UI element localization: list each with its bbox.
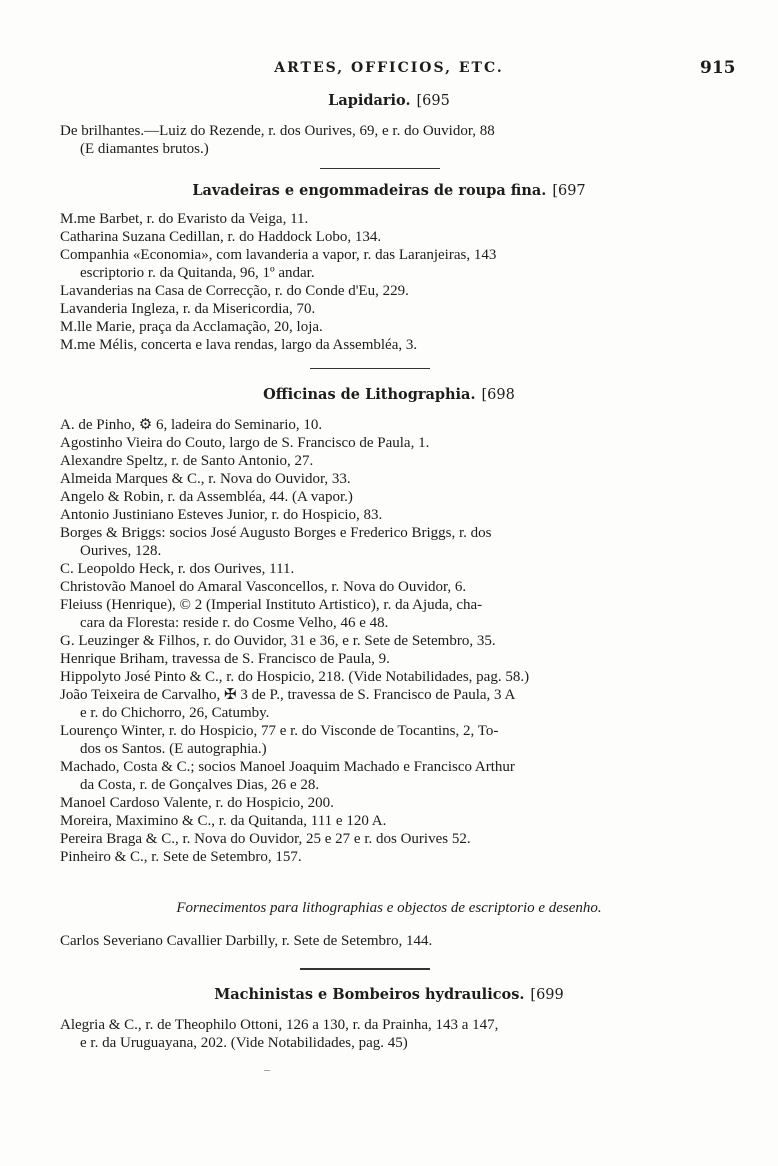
entry-line: Angelo & Robin, r. da Assembléa, 44. (A vapor.) <box>60 489 353 505</box>
entry-line: C. Leopoldo Heck, r. dos Ourives, 111. <box>60 561 295 577</box>
section-title-machinistas <box>0 986 778 1003</box>
entry-line: A. de Pinho, ⚙ 6, ladeira do Seminario, 10. <box>60 417 323 433</box>
entry-line: dos os Santos. (E autographia.) <box>80 741 267 757</box>
entry-line: Henrique Briham, travessa de S. Francisco de Paula, 9. <box>60 651 390 667</box>
entry-line: Fleiuss (Henrique), © 2 (Imperial Instituto Artistico), r. da Ajuda, cha- <box>60 597 483 613</box>
entry-line: (E diamantes brutos.) <box>80 141 209 157</box>
entry-line: Alegria & C., r. de Theophilo Ottoni, 126 a 130, r. da Prainha, 143 a 147, <box>60 1017 499 1033</box>
entry-line: Companhia «Economia», com lavanderia a vapor, r. das Laranjeiras, 143 <box>60 247 497 263</box>
entry-line: Christovão Manoel do Amaral Vasconcellos, r. Nova do Ouvidor, 6. <box>60 579 467 595</box>
section-divider <box>310 368 430 369</box>
section-ref: [695 <box>416 93 450 109</box>
entry-line: Alexandre Speltz, r. de Santo Antonio, 27. <box>60 453 314 469</box>
section-title-text: Lapidario. <box>328 92 411 109</box>
entry-line: Manoel Cardoso Valente, r. do Hospicio, 200. <box>60 795 334 811</box>
entry-line: Pinheiro & C., r. Sete de Setembro, 157. <box>60 849 302 865</box>
entry-line: da Costa, r. de Gonçalves Dias, 26 e 28. <box>80 777 320 793</box>
entry-line: Machado, Costa & C.; socios Manoel Joaquim Machado e Francisco Arthur <box>60 759 515 775</box>
entry-line: Lourenço Winter, r. do Hospicio, 77 e r. do Visconde de Tocantins, 2, To- <box>60 723 499 739</box>
entry-line: M.lle Marie, praça da Acclamação, 20, loja. <box>60 319 323 335</box>
running-head: ARTES, OFFICIOS, ETC. <box>274 60 504 76</box>
entry-line: De brilhantes.—Luiz do Rezende, r. dos Ourives, 69, e r. do Ouvidor, 88 <box>60 123 495 139</box>
section-ref: [699 <box>530 987 564 1003</box>
entry-line: Lavanderia Ingleza, r. da Misericordia, 70. <box>60 301 316 317</box>
entry-line: Lavanderias na Casa de Correcção, r. do Conde d'Eu, 229. <box>60 283 409 299</box>
sub-heading-fornecimentos: Fornecimentos para lithographias e objectos de escriptorio e desenho. <box>176 900 602 916</box>
entry-line: Catharina Suzana Cedillan, r. do Haddock Lobo, 134. <box>60 229 382 245</box>
section-title-lithographia <box>0 386 778 403</box>
entry-line: Moreira, Maximino & C., r. da Quitanda, 111 e 120 A. <box>60 813 387 829</box>
entry-line: e r. do Chichorro, 26, Catumby. <box>80 705 270 721</box>
entry-line: Pereira Braga & C., r. Nova do Ouvidor, 25 e 27 e r. dos Ourives 52. <box>60 831 471 847</box>
section-title-lavadeiras <box>0 182 778 199</box>
section-title-text: Machinistas e Bombeiros hydraulicos. <box>214 986 525 1003</box>
section-divider <box>320 168 440 169</box>
section-ref: [697 <box>552 183 586 199</box>
entry-line: M.me Mélis, concerta e lava rendas, largo da Assembléa, 3. <box>60 337 418 353</box>
entry-line: Ourives, 128. <box>80 543 162 559</box>
entry-line: Almeida Marques & C., r. Nova do Ouvidor, 33. <box>60 471 351 487</box>
page-number: 915 <box>700 58 736 78</box>
section-ref: [698 <box>481 387 515 403</box>
entry-line: Hippolyto José Pinto & C., r. do Hospicio, 218. (Vide Notabilidades, pag. 58.) <box>60 669 530 685</box>
entry-line: G. Leuzinger & Filhos, r. do Ouvidor, 31 e 36, e r. Sete de Setembro, 35. <box>60 633 496 649</box>
section-divider <box>300 968 430 970</box>
entry-line: cara da Floresta: reside r. do Cosme Velho, 46 e 48. <box>80 615 389 631</box>
ink-mark: – <box>264 1062 270 1076</box>
entry-line: Borges & Briggs: socios José Augusto Borges e Frederico Briggs, r. dos <box>60 525 492 541</box>
entry-line: Carlos Severiano Cavallier Darbilly, r. Sete de Setembro, 144. <box>60 933 433 949</box>
entry-line: escriptorio r. da Quitanda, 96, 1º andar. <box>80 265 315 281</box>
section-title-lapidario <box>0 92 778 109</box>
entry-line: Agostinho Vieira do Couto, largo de S. Francisco de Paula, 1. <box>60 435 430 451</box>
entry-line: João Teixeira de Carvalho, ✠ 3 de P., travessa de S. Francisco de Paula, 3 A <box>60 687 516 703</box>
entry-line: Antonio Justiniano Esteves Junior, r. do Hospicio, 83. <box>60 507 383 523</box>
entry-line: M.me Barbet, r. do Evaristo da Veiga, 11. <box>60 211 309 227</box>
section-title-text: Officinas de Lithographia. <box>263 386 476 403</box>
section-title-text: Lavadeiras e engommadeiras de roupa fina. <box>192 182 547 199</box>
entry-line: e r. da Uruguayana, 202. (Vide Notabilidades, pag. 45) <box>80 1035 408 1051</box>
